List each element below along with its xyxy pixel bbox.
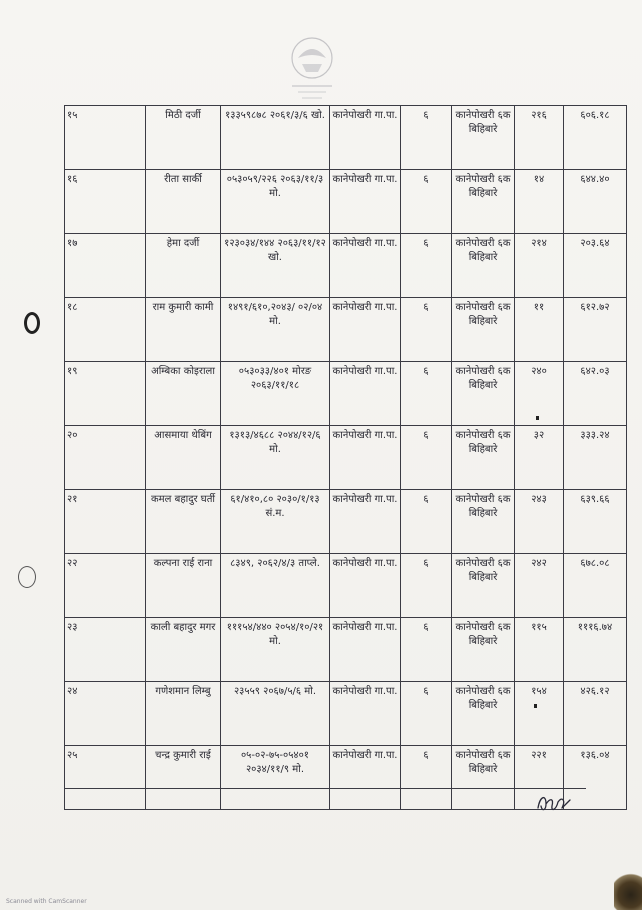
row-serial-number: २४ [65,682,146,746]
row-municipality: कानेपोखरी गा.पा. [330,298,401,362]
row-citizenship-number: २३५५९ २०६७/५/६ मो. [221,682,330,746]
row-value-2: ४२६.१२ [564,682,627,746]
row-name: चन्द्र कुमारी राई [146,746,221,810]
row-value-1: १४ [515,170,564,234]
row-municipality: कानेपोखरी गा.पा. [330,490,401,554]
row-citizenship-number: १११५४/४४० २०५४/१०/२१ मो. [221,618,330,682]
row-tole: कानेपोखरी ६क बिहिबारे [452,362,515,426]
row-citizenship-number: १२३०३४/१४४ २०६३/११/१२ खो. [221,234,330,298]
row-citizenship-number: १३३५९८७८ २०६१/३/६ खो. [221,106,330,170]
ink-speck [536,416,539,420]
row-name: आसमाया थेबिंग [146,426,221,490]
row-municipality: कानेपोखरी गा.पा. [330,234,401,298]
row-municipality: कानेपोखरी गा.पा. [330,106,401,170]
table-row [65,682,627,746]
row-serial-number: २० [65,426,146,490]
table-row [65,618,627,682]
handwritten-signature [532,790,576,816]
row-ward: ६ [401,746,452,810]
row-value-1: ११५ [515,618,564,682]
row-name: अम्बिका कोइराला [146,362,221,426]
table-row [65,298,627,362]
row-serial-number: १५ [65,106,146,170]
table-row [65,106,627,170]
row-ward: ६ [401,106,452,170]
row-tole: कानेपोखरी ६क बिहिबारे [452,106,515,170]
table-row [65,170,627,234]
row-citizenship-number: १४९१/६१०,२०४३/ ०२/०४ मो. [221,298,330,362]
row-serial-number: २१ [65,490,146,554]
row-ward: ६ [401,234,452,298]
table-row [65,490,627,554]
row-value-2: ६४२.०३ [564,362,627,426]
row-tole: कानेपोखरी ६क बिहिबारे [452,618,515,682]
row-value-1: ११ [515,298,564,362]
row-serial-number: २३ [65,618,146,682]
table-row [65,362,627,426]
row-municipality: कानेपोखरी गा.पा. [330,426,401,490]
row-municipality: कानेपोखरी गा.पा. [330,618,401,682]
row-ward: ६ [401,362,452,426]
row-name: राम कुमारी कामी [146,298,221,362]
row-tole: कानेपोखरी ६क बिहिबारे [452,554,515,618]
row-citizenship-number: ८३४९, २०६२/४/३ ताप्ले. [221,554,330,618]
row-value-1: २१६ [515,106,564,170]
row-value-2: १३६.०४ [564,746,627,810]
row-municipality: कानेपोखरी गा.पा. [330,170,401,234]
row-name: रीता सार्की [146,170,221,234]
row-municipality: कानेपोखरी गा.पा. [330,746,401,810]
row-value-2: ६३९.६६ [564,490,627,554]
row-value-2: १११६.७४ [564,618,627,682]
row-name: हेमा दर्जी [146,234,221,298]
row-serial-number: १८ [65,298,146,362]
row-name: कमल बहादुर घर्ती [146,490,221,554]
government-seal-watermark [276,28,348,108]
row-value-1: २४३ [515,490,564,554]
beneficiary-table [64,105,627,810]
row-tole: कानेपोखरी ६क बिहिबारे [452,426,515,490]
row-tole: कानेपोखरी ६क बिहिबारे [452,170,515,234]
row-citizenship-number: ०५३०३३/४०१ मोरङ २०६३/११/१८ [221,362,330,426]
row-value-2: ६१२.७२ [564,298,627,362]
row-value-2: ६७८.०८ [564,554,627,618]
row-value-2: ६०६.१८ [564,106,627,170]
ink-speck [534,704,537,708]
row-citizenship-number: ०५३०५९/२२६ २०६३/११/३ मो. [221,170,330,234]
row-name: काली बहादुर मगर [146,618,221,682]
row-value-1: २४२ [515,554,564,618]
row-municipality: कानेपोखरी गा.पा. [330,362,401,426]
row-tole: कानेपोखरी ६क बिहिबारे [452,298,515,362]
row-serial-number: २५ [65,746,146,810]
row-value-1: १५४ [515,682,564,746]
row-ward: ६ [401,426,452,490]
punch-hole-mark [18,566,36,588]
row-name: गणेशमान लिम्बु [146,682,221,746]
row-tole: कानेपोखरी ६क बिहिबारे [452,682,515,746]
row-value-2: २०३.६४ [564,234,627,298]
scanner-watermark: Scanned with CamScanner [6,898,87,905]
table-bottom-rule [64,788,586,789]
row-serial-number: १९ [65,362,146,426]
table-row [65,554,627,618]
row-citizenship-number: ६१/४१०,८० २०३०/१/१३ सं.म. [221,490,330,554]
row-ward: ६ [401,618,452,682]
row-ward: ६ [401,298,452,362]
row-value-2: ३३३.२४ [564,426,627,490]
row-value-2: ६४४.४० [564,170,627,234]
row-ward: ६ [401,682,452,746]
row-tole: कानेपोखरी ६क बिहिबारे [452,234,515,298]
row-serial-number: १७ [65,234,146,298]
row-municipality: कानेपोखरी गा.पा. [330,682,401,746]
row-value-1: २४० [515,362,564,426]
row-value-1: २१४ [515,234,564,298]
row-tole: कानेपोखरी ६क बिहिबारे [452,490,515,554]
row-ward: ६ [401,490,452,554]
row-municipality: कानेपोखरी गा.पा. [330,554,401,618]
row-citizenship-number: १३१३/४६८८ २०४४/१२/६ मो. [221,426,330,490]
row-serial-number: १६ [65,170,146,234]
corner-stain [614,872,642,910]
row-citizenship-number: ०५-०२-७५-०५४०१ २०३४/११/९ मो. [221,746,330,810]
row-value-1: २२१ [515,746,564,810]
row-ward: ६ [401,170,452,234]
punch-hole-mark [24,312,40,334]
table-row [65,426,627,490]
row-serial-number: २२ [65,554,146,618]
row-tole: कानेपोखरी ६क बिहिबारे [452,746,515,810]
row-name: मिठी दर्जी [146,106,221,170]
table-row [65,234,627,298]
row-name: कल्पना राई राना [146,554,221,618]
row-ward: ६ [401,554,452,618]
row-value-1: ३२ [515,426,564,490]
